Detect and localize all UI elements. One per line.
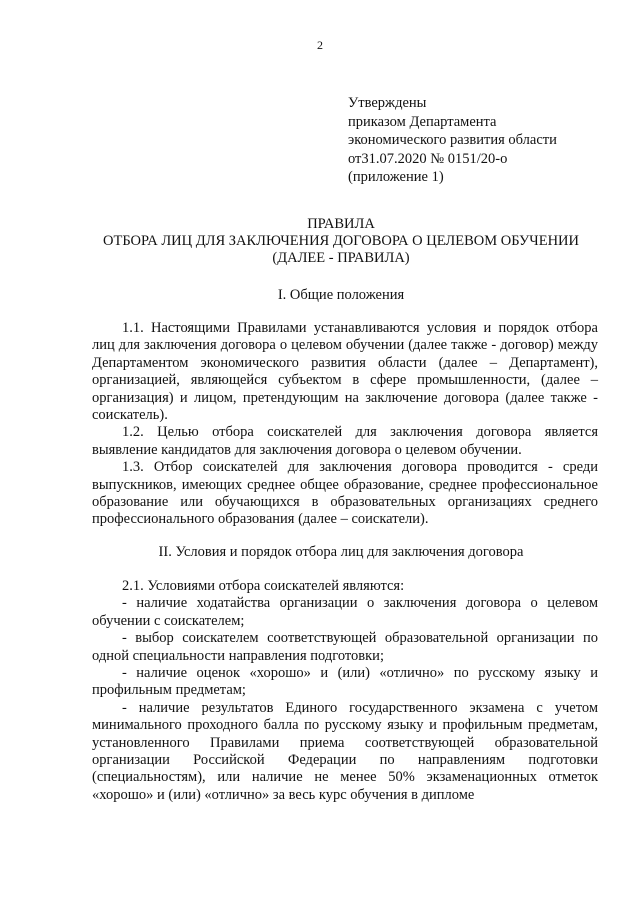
section-1-body xyxy=(92,320,598,529)
paragraph: 1.1. Настоящими Правилами устанавливаются условия и порядок отбора лиц для заключения договора о целевом обучении (далее также - договор) между Департаментом экономического развития области (далее – Департамент), организацией, являющейся субъектом в сфере промышленности, (далее – организация) и лицом, претендующим на заключение договора (далее также - соискатель). xyxy=(92,320,598,424)
section-2-heading: II. Условия и порядок отбора лиц для заключения договора xyxy=(158,544,524,560)
title-line: (ДАЛЕЕ - ПРАВИЛА) xyxy=(272,250,410,266)
paragraph: 1.3. Отбор соискателей для заключения договора проводится - среди выпускников, имеющих среднее общее образование, среднее профессиональное образование или обучающихся в образовательных организациях среднего профессионального образования (далее – соискатели). xyxy=(92,459,598,528)
section-2-body xyxy=(92,578,598,804)
approval-line: приказом Департамента xyxy=(348,113,497,130)
approval-line: (приложение 1) xyxy=(348,169,444,185)
list-item: - выбор соискателем соответствующей образовательной организации по одной специальности направления подготовки; xyxy=(92,630,598,664)
document-title xyxy=(60,216,622,267)
section-1-heading: I. Общие положения xyxy=(277,287,405,303)
list-item: - наличие оценок «хорошо» и (или) «отлично» по русскому языку и профильным предметам; xyxy=(92,665,598,699)
list-item: - наличие результатов Единого государственного экзамена с учетом минимального проходного балла по русскому языку и профильным предметам, установленного Правилами приема соответствующей образовательной организации Российской Федерации по направлениям подготовки (специальностям), или наличие не менее 50% экзаменационных отметок «хорошо» и (или) «отлично» за весь курс обучения в дипломе xyxy=(92,699,598,803)
page-number: 2 xyxy=(317,38,323,52)
paragraph: 2.1. Условиями отбора соискателей являются: xyxy=(122,578,405,594)
approval-line: Утверждены xyxy=(348,95,427,111)
approval-block xyxy=(348,94,608,187)
title-line: ОТБОРА ЛИЦ ДЛЯ ЗАКЛЮЧЕНИЯ ДОГОВОРА О ЦЕЛЕВОМ ОБУЧЕНИИ xyxy=(102,233,579,249)
title-line: ПРАВИЛА xyxy=(307,216,375,232)
approval-line: экономического развития области xyxy=(348,132,557,148)
paragraph: 1.2. Целью отбора соискателей для заключения договора является выявление кандидатов для заключения договора о целевом обучении. xyxy=(92,424,598,458)
list-item: - наличие ходатайства организации о заключения договора о целевом обучении с соискателем; xyxy=(92,595,598,629)
approval-line: от31.07.2020 № 0151/20-о xyxy=(348,150,508,167)
